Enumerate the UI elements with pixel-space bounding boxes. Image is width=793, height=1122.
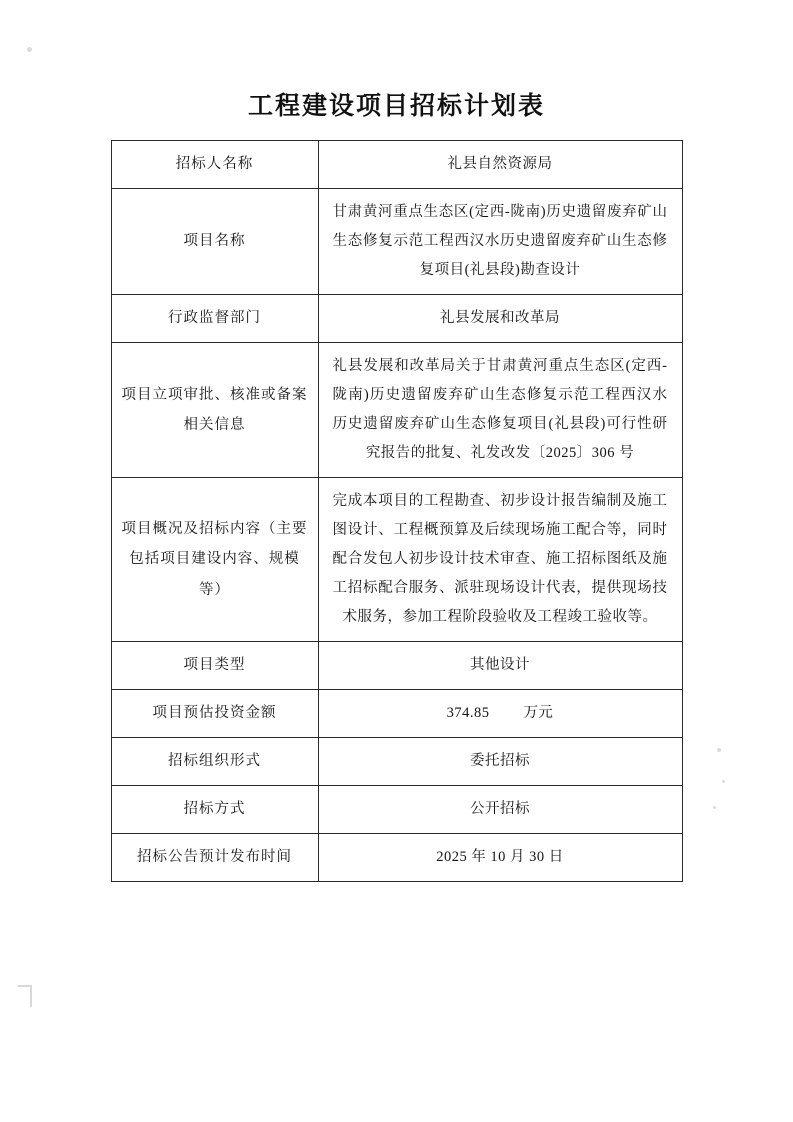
row-value: 礼县发展和改革局关于甘肃黄河重点生态区(定西-陇南)历史遗留废弃矿山生态修复示范工程西汉水历史遗留废弃矿山生态修复项目(礼县段)可行性研究报告的批复、礼发改发〔2025〕306 号 xyxy=(318,343,682,478)
row-value: 礼县发展和改革局 xyxy=(318,295,682,343)
row-value: 完成本项目的工程勘查、初步设计报告编制及施工图设计、工程概预算及后续现场施工配合等，同时配合发包人初步设计技术审查、施工招标图纸及施工招标配合服务、派驻现场设计代表，提供现场技术服务，参加工程阶段验收及工程竣工验收等。 xyxy=(318,478,682,642)
table-row xyxy=(111,834,682,882)
table-row xyxy=(111,295,682,343)
row-value-amount xyxy=(318,690,682,738)
scan-speck xyxy=(713,806,716,809)
row-label: 项目概况及招标内容（主要包括项目建设内容、规模等） xyxy=(111,478,318,642)
scan-edge-mark xyxy=(30,985,32,1007)
row-value: 其他设计 xyxy=(318,642,682,690)
investment-amount: 374.85 xyxy=(446,705,490,721)
row-label: 招标方式 xyxy=(111,786,318,834)
plan-table-wrapper xyxy=(111,140,683,882)
table-row xyxy=(111,738,682,786)
row-value: 甘肃黄河重点生态区(定西-陇南)历史遗留废弃矿山生态修复示范工程西汉水历史遗留废弃矿山生态修复项目(礼县段)勘查设计 xyxy=(318,189,682,295)
scan-speck xyxy=(27,47,32,52)
table-row xyxy=(111,189,682,295)
investment-unit: 万元 xyxy=(523,705,554,721)
table-row xyxy=(111,690,682,738)
table-row xyxy=(111,478,682,642)
row-label: 项目名称 xyxy=(111,189,318,295)
row-value: 2025 年 10 月 30 日 xyxy=(318,834,682,882)
row-label: 项目预估投资金额 xyxy=(111,690,318,738)
table-row xyxy=(111,141,682,189)
scan-speck xyxy=(717,748,721,752)
row-label: 招标人名称 xyxy=(111,141,318,189)
row-label: 项目立项审批、核准或备案相关信息 xyxy=(111,343,318,478)
row-label: 行政监督部门 xyxy=(111,295,318,343)
row-label: 项目类型 xyxy=(111,642,318,690)
row-label: 招标组织形式 xyxy=(111,738,318,786)
page-title: 工程建设项目招标计划表 xyxy=(247,93,545,120)
scan-speck xyxy=(722,780,725,783)
bidding-plan-table xyxy=(111,140,683,882)
table-row xyxy=(111,786,682,834)
table-row xyxy=(111,642,682,690)
row-value: 礼县自然资源局 xyxy=(318,141,682,189)
row-value: 委托招标 xyxy=(318,738,682,786)
row-label: 招标公告预计发布时间 xyxy=(111,834,318,882)
table-row xyxy=(111,343,682,478)
row-value: 公开招标 xyxy=(318,786,682,834)
